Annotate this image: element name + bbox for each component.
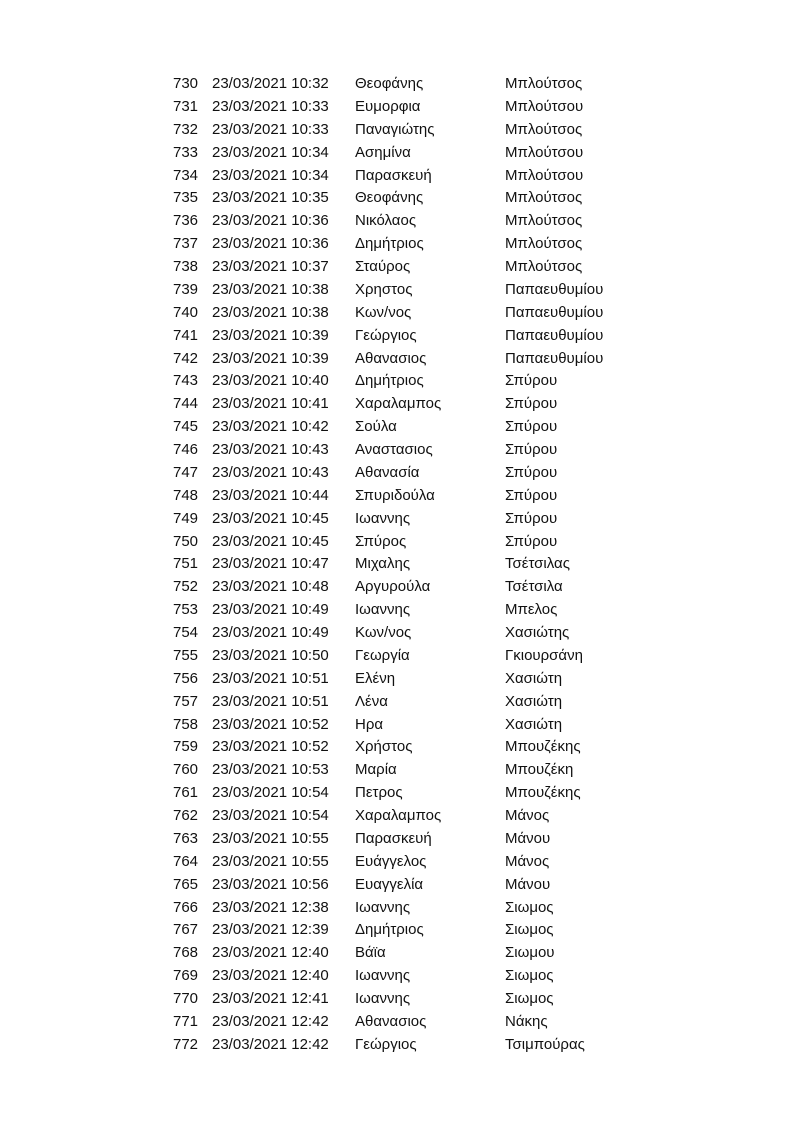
row-datetime: 23/03/2021 10:47 <box>212 555 329 573</box>
list-row <box>0 942 799 965</box>
row-datetime: 23/03/2021 10:55 <box>212 829 329 847</box>
row-first-name: Αναστασιος <box>355 441 433 458</box>
row-last-name: Μάνος <box>505 807 550 824</box>
row-number: 744 <box>173 395 199 413</box>
row-first-name: Ευαγγελία <box>355 875 424 893</box>
row-datetime: 23/03/2021 10:39 <box>212 349 329 367</box>
row-first-name: Θεοφάνης <box>355 189 424 207</box>
row-last-name: Χασιώτη <box>505 669 563 687</box>
row-datetime: 23/03/2021 10:34 <box>212 143 329 161</box>
row-datetime: 23/03/2021 10:36 <box>212 212 329 230</box>
row-datetime: 23/03/2021 10:35 <box>212 189 329 207</box>
row-first-name: Δημήτριος <box>355 235 424 253</box>
row-first-name: Κων/νος <box>355 624 412 641</box>
row-datetime: 23/03/2021 10:38 <box>212 280 329 298</box>
row-datetime: 23/03/2021 10:33 <box>212 97 329 115</box>
row-first-name: Μαρία <box>355 761 397 779</box>
row-number: 751 <box>173 555 199 573</box>
row-datetime: 23/03/2021 10:52 <box>212 715 329 733</box>
list-row <box>0 393 799 416</box>
list-row <box>0 645 799 668</box>
row-first-name: Παναγιώτης <box>355 120 435 138</box>
row-number: 766 <box>173 898 199 916</box>
list-row <box>0 302 799 325</box>
row-first-name: Σπύρος <box>355 532 407 550</box>
list-row <box>0 508 799 531</box>
row-first-name: Αργυρούλα <box>355 578 431 596</box>
list-row <box>0 348 799 371</box>
row-last-name: Μάνου <box>505 829 551 847</box>
row-last-name: Σπύρου <box>505 532 558 550</box>
row-last-name: Χασιώτης <box>505 624 570 641</box>
row-last-name: Μπλούτσος <box>505 235 583 253</box>
row-first-name: Ευμορφια <box>355 97 421 115</box>
row-first-name: Νικόλαος <box>355 212 417 230</box>
row-number: 737 <box>173 235 199 253</box>
registration-list <box>0 73 799 1057</box>
list-row <box>0 73 799 96</box>
row-datetime: 23/03/2021 10:49 <box>212 601 329 619</box>
row-last-name: Μπουζέκη <box>505 761 574 779</box>
row-datetime: 23/03/2021 12:38 <box>212 898 329 916</box>
row-last-name: Σιωμος <box>505 990 554 1007</box>
row-datetime: 23/03/2021 10:39 <box>212 326 329 344</box>
row-last-name: Μπελος <box>505 601 558 619</box>
row-number: 758 <box>173 715 199 733</box>
list-row <box>0 668 799 691</box>
row-datetime: 23/03/2021 10:34 <box>212 166 329 184</box>
row-last-name: Σπύρου <box>505 441 558 458</box>
list-row <box>0 714 799 737</box>
list-row <box>0 325 799 348</box>
row-number: 767 <box>173 921 199 939</box>
row-datetime: 23/03/2021 10:45 <box>212 509 329 527</box>
row-first-name: Δημήτριος <box>355 372 424 390</box>
list-row <box>0 165 799 188</box>
row-number: 749 <box>173 509 199 527</box>
row-number: 741 <box>173 326 199 344</box>
row-last-name: Τσέτσιλας <box>505 555 570 573</box>
row-last-name: Σπύρου <box>505 418 558 436</box>
row-first-name: Δημήτριος <box>355 921 424 939</box>
row-first-name: Χαραλαμπος <box>355 395 442 413</box>
list-row <box>0 96 799 119</box>
row-number: 772 <box>173 1035 199 1053</box>
row-datetime: 23/03/2021 10:54 <box>212 784 329 802</box>
row-first-name: Ιωαννης <box>355 898 411 916</box>
row-first-name: Αθανασιος <box>355 349 427 367</box>
row-first-name: Βάϊα <box>355 944 386 962</box>
list-row <box>0 485 799 508</box>
row-number: 756 <box>173 669 199 687</box>
list-row <box>0 736 799 759</box>
row-number: 764 <box>173 852 199 870</box>
row-number: 762 <box>173 807 199 824</box>
row-first-name: Παρασκευή <box>355 829 432 847</box>
list-row <box>0 416 799 439</box>
row-first-name: Ιωαννης <box>355 509 411 527</box>
list-row <box>0 142 799 165</box>
row-number: 750 <box>173 532 199 550</box>
row-first-name: Ευάγγελος <box>355 852 427 870</box>
list-row <box>0 599 799 622</box>
row-datetime: 23/03/2021 10:37 <box>212 258 329 275</box>
list-row <box>0 187 799 210</box>
row-number: 743 <box>173 372 199 390</box>
row-last-name: Μπλούτσου <box>505 97 584 115</box>
row-last-name: Παπαευθυμίου <box>505 349 604 367</box>
row-first-name: Αθανασία <box>355 463 420 481</box>
row-first-name: Λένα <box>355 692 388 710</box>
row-datetime: 23/03/2021 10:32 <box>212 75 329 92</box>
list-row <box>0 553 799 576</box>
row-first-name: Σταύρος <box>355 258 411 275</box>
list-row <box>0 439 799 462</box>
list-row <box>0 805 799 828</box>
row-last-name: Μάνου <box>505 875 551 893</box>
row-last-name: Μπουζέκης <box>505 738 581 756</box>
row-number: 768 <box>173 944 199 962</box>
row-number: 742 <box>173 349 199 367</box>
row-number: 753 <box>173 601 199 619</box>
row-last-name: Παπαευθυμίου <box>505 303 604 321</box>
row-last-name: Μπλούτσου <box>505 166 584 184</box>
row-first-name: Ιωαννης <box>355 990 411 1007</box>
row-last-name: Σπύρου <box>505 463 558 481</box>
row-first-name: Χρήστος <box>355 738 413 756</box>
row-datetime: 23/03/2021 12:42 <box>212 1012 329 1030</box>
row-datetime: 23/03/2021 10:42 <box>212 418 329 436</box>
row-last-name: Σπύρου <box>505 486 558 504</box>
list-row <box>0 1034 799 1057</box>
row-datetime: 23/03/2021 10:41 <box>212 395 329 413</box>
row-first-name: Μιχαλης <box>355 555 411 573</box>
row-last-name: Μπλούτσος <box>505 258 583 275</box>
row-number: 739 <box>173 280 199 298</box>
row-last-name: Σιωμος <box>505 898 554 916</box>
row-datetime: 23/03/2021 10:36 <box>212 235 329 253</box>
list-row <box>0 828 799 851</box>
row-number: 747 <box>173 463 199 481</box>
row-datetime: 23/03/2021 10:49 <box>212 624 329 641</box>
row-last-name: Χασιώτη <box>505 692 563 710</box>
row-last-name: Τσέτσιλα <box>505 578 563 596</box>
row-datetime: 23/03/2021 10:40 <box>212 372 329 390</box>
list-row <box>0 462 799 485</box>
row-first-name: Παρασκευή <box>355 166 432 184</box>
row-last-name: Μπλούτσος <box>505 212 583 230</box>
row-first-name: Σούλα <box>355 418 397 436</box>
row-last-name: Σπύρου <box>505 509 558 527</box>
list-row <box>0 210 799 233</box>
row-number: 734 <box>173 166 199 184</box>
row-number: 765 <box>173 875 199 893</box>
row-first-name: Ηρα <box>355 715 384 733</box>
row-datetime: 23/03/2021 10:43 <box>212 441 329 458</box>
row-datetime: 23/03/2021 10:43 <box>212 463 329 481</box>
list-row <box>0 1011 799 1034</box>
row-first-name: Πετρος <box>355 784 403 802</box>
row-datetime: 23/03/2021 12:39 <box>212 921 329 939</box>
row-last-name: Σπύρου <box>505 395 558 413</box>
row-number: 771 <box>173 1012 199 1030</box>
list-row <box>0 919 799 942</box>
row-datetime: 23/03/2021 10:44 <box>212 486 329 504</box>
row-number: 763 <box>173 829 199 847</box>
row-last-name: Μπλούτσος <box>505 189 583 207</box>
list-row <box>0 988 799 1011</box>
list-row <box>0 279 799 302</box>
list-row <box>0 691 799 714</box>
row-last-name: Μπλούτσου <box>505 143 584 161</box>
row-datetime: 23/03/2021 10:45 <box>212 532 329 550</box>
row-first-name: Ιωαννης <box>355 967 411 985</box>
row-last-name: Σπύρου <box>505 372 558 390</box>
list-row <box>0 782 799 805</box>
row-last-name: Παπαευθυμίου <box>505 280 604 298</box>
row-datetime: 23/03/2021 12:40 <box>212 944 329 962</box>
row-number: 740 <box>173 303 199 321</box>
row-last-name: Μάνος <box>505 852 550 870</box>
row-first-name: Κων/νος <box>355 303 412 321</box>
row-last-name: Σιωμος <box>505 967 554 985</box>
row-datetime: 23/03/2021 10:56 <box>212 875 329 893</box>
row-number: 735 <box>173 189 199 207</box>
row-datetime: 23/03/2021 10:50 <box>212 646 329 664</box>
row-last-name: Γκιουρσάνη <box>505 646 583 664</box>
row-number: 733 <box>173 143 199 161</box>
row-last-name: Μπουζέκης <box>505 784 581 802</box>
list-row <box>0 256 799 279</box>
row-datetime: 23/03/2021 10:38 <box>212 303 329 321</box>
row-last-name: Μπλούτσος <box>505 75 583 92</box>
row-first-name: Χρηστος <box>355 280 413 298</box>
row-first-name: Ασημίνα <box>355 143 411 161</box>
row-last-name: Σιωμος <box>505 921 554 939</box>
list-row <box>0 622 799 645</box>
row-last-name: Τσιμπούρας <box>505 1035 585 1053</box>
row-first-name: Αθανασιος <box>355 1012 427 1030</box>
row-first-name: Θεοφάνης <box>355 75 424 92</box>
row-number: 745 <box>173 418 199 436</box>
row-last-name: Χασιώτη <box>505 715 563 733</box>
list-row <box>0 897 799 920</box>
row-last-name: Παπαευθυμίου <box>505 326 604 344</box>
row-last-name: Μπλούτσος <box>505 120 583 138</box>
list-row <box>0 965 799 988</box>
row-number: 732 <box>173 120 199 138</box>
row-number: 731 <box>173 97 199 115</box>
row-first-name: Ελένη <box>355 669 396 687</box>
row-number: 746 <box>173 441 199 458</box>
row-number: 759 <box>173 738 199 756</box>
row-number: 769 <box>173 967 199 985</box>
row-datetime: 23/03/2021 10:53 <box>212 761 329 779</box>
row-number: 736 <box>173 212 199 230</box>
row-first-name: Γεώργιος <box>355 326 417 344</box>
row-number: 752 <box>173 578 199 596</box>
row-datetime: 23/03/2021 10:52 <box>212 738 329 756</box>
row-last-name: Σιωμου <box>505 944 555 962</box>
row-first-name: Χαραλαμπος <box>355 807 442 824</box>
row-number: 761 <box>173 784 199 802</box>
row-datetime: 23/03/2021 10:33 <box>212 120 329 138</box>
row-datetime: 23/03/2021 10:51 <box>212 692 329 710</box>
row-number: 760 <box>173 761 199 779</box>
list-row <box>0 531 799 554</box>
row-number: 730 <box>173 75 199 92</box>
row-datetime: 23/03/2021 10:48 <box>212 578 329 596</box>
row-first-name: Σπυριδούλα <box>355 486 435 504</box>
row-datetime: 23/03/2021 10:55 <box>212 852 329 870</box>
list-row <box>0 119 799 142</box>
row-datetime: 23/03/2021 12:42 <box>212 1035 329 1053</box>
row-first-name: Γεωργία <box>355 646 410 664</box>
list-row <box>0 759 799 782</box>
row-number: 755 <box>173 646 199 664</box>
row-number: 770 <box>173 990 199 1007</box>
row-datetime: 23/03/2021 12:41 <box>212 990 329 1007</box>
row-number: 748 <box>173 486 199 504</box>
list-row <box>0 233 799 256</box>
row-datetime: 23/03/2021 10:51 <box>212 669 329 687</box>
row-number: 754 <box>173 624 199 641</box>
list-row <box>0 874 799 897</box>
row-last-name: Νάκης <box>505 1012 548 1030</box>
row-first-name: Γεώργιος <box>355 1035 417 1053</box>
list-row <box>0 576 799 599</box>
row-number: 738 <box>173 258 199 275</box>
list-row <box>0 851 799 874</box>
row-number: 757 <box>173 692 199 710</box>
row-datetime: 23/03/2021 10:54 <box>212 807 329 824</box>
row-datetime: 23/03/2021 12:40 <box>212 967 329 985</box>
row-first-name: Ιωαννης <box>355 601 411 619</box>
list-row <box>0 370 799 393</box>
